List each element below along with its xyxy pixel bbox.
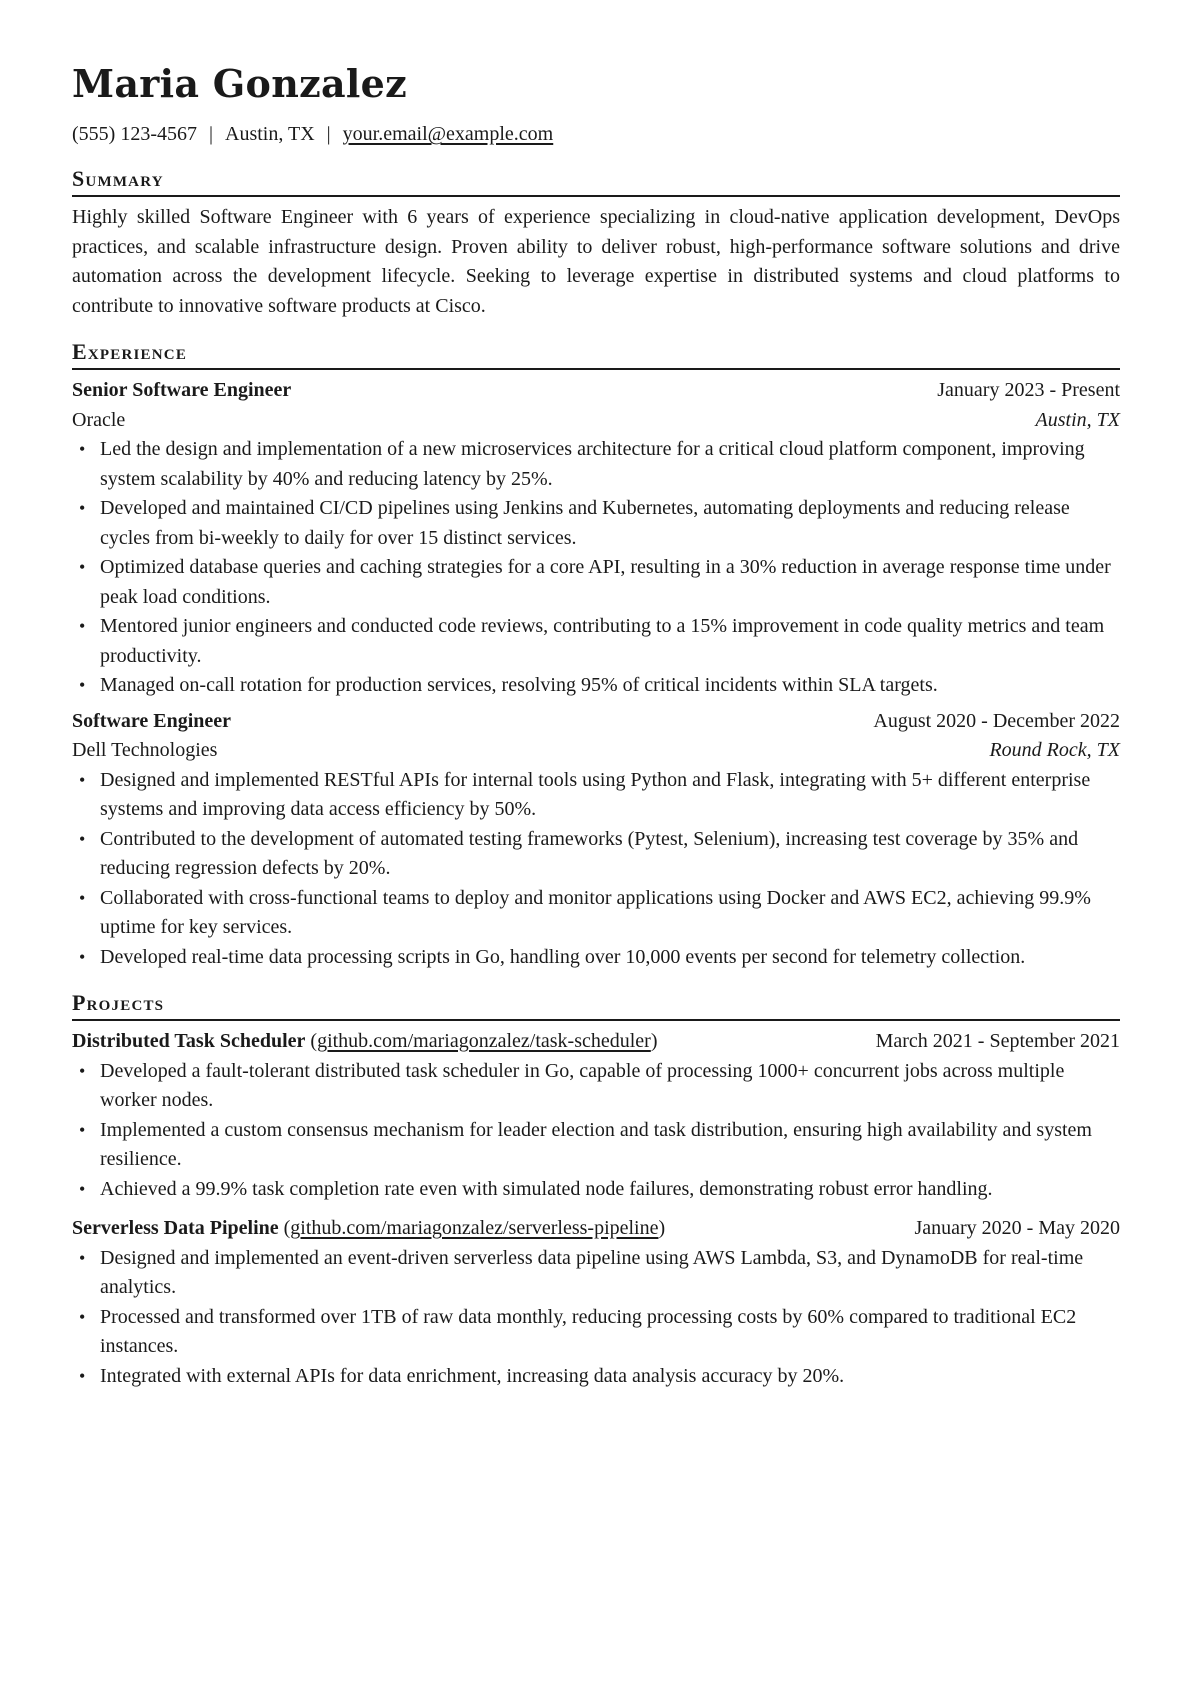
project-link[interactable]: github.com/mariagonzalez/serverless-pipeline <box>290 1217 659 1239</box>
resume-page <box>72 56 1120 1401</box>
contact-separator: | <box>326 123 331 145</box>
location: Austin, TX <box>225 123 315 145</box>
bullet-item: • Collaborated with cross-functional teams to deploy and monitor applications using Docker and AWS EC2, achieving 99.9% uptime for key services. <box>72 884 1120 943</box>
bullet-item: • Developed real-time data processing scripts in Go, handling over 10,000 events per second for telemetry collection. <box>72 943 1120 973</box>
bullet-item: • Managed on-call rotation for production services, resolving 95% of critical incidents within SLA targets. <box>72 671 1120 701</box>
project-title-line: Distributed Task Scheduler (github.com/mariagonzalez/task-scheduler) <box>72 1030 658 1052</box>
bullet-item: • Processed and transformed over 1TB of raw data monthly, reducing processing costs by 60% compared to traditional EC2 instances. <box>72 1303 1120 1362</box>
experience-section <box>72 337 1120 972</box>
job-header <box>72 707 1120 737</box>
project-header <box>72 1214 1120 1244</box>
job-company: Oracle <box>72 408 126 431</box>
job-dates: January 2023 - Present <box>937 379 1120 401</box>
job-bullets <box>72 766 1120 973</box>
job-role: Senior Software Engineer <box>72 379 292 401</box>
section-title-experience: Experience <box>72 337 1120 370</box>
bullet-item: • Integrated with external APIs for data enrichment, increasing data analysis accuracy by 20%. <box>72 1362 1120 1392</box>
job-company: Dell Technologies <box>72 739 218 761</box>
project-title-line: Serverless Data Pipeline (github.com/mariagonzalez/serverless-pipeline) <box>72 1217 666 1239</box>
bullet-item: • Designed and implemented an event-driven serverless data pipeline using AWS Lambda, S3, and DynamoDB for real-time analytics. <box>72 1244 1120 1303</box>
job-location: Austin, TX <box>1035 408 1120 431</box>
bullet-item: • Mentored junior engineers and conducted code reviews, contributing to a 15% improvement in code quality metrics and team productivity. <box>72 612 1120 671</box>
bullet-item: • Led the design and implementation of a new microservices architecture for a critical cloud platform component, improving system scalability by 40% and reducing latency by 25%. <box>72 435 1120 494</box>
bullet-item: • Developed and maintained CI/CD pipelines using Jenkins and Kubernetes, automating deployments and reducing release cycles from bi-weekly to daily for over 15 distinct services. <box>72 494 1120 553</box>
project-bullets <box>72 1057 1120 1205</box>
contact-separator: | <box>208 123 213 145</box>
bullet-item: • Developed a fault-tolerant distributed task scheduler in Go, capable of processing 1000+ concurrent jobs across multiple worker nodes. <box>72 1057 1120 1116</box>
bullet-item: • Designed and implemented RESTful APIs for internal tools using Python and Flask, integrating with 5+ different enterprise systems and improving data access efficiency by 50%. <box>72 766 1120 825</box>
phone: (555) 123-4567 <box>72 123 197 145</box>
project-entry <box>72 1027 1120 1204</box>
job-location: Round Rock, TX <box>989 739 1120 761</box>
job-bullets <box>72 435 1120 701</box>
project-name: Distributed Task Scheduler <box>72 1030 306 1052</box>
job-entry <box>72 376 1120 701</box>
bullet-item: • Achieved a 99.9% task completion rate even with simulated node failures, demonstrating robust error handling. <box>72 1175 1120 1205</box>
project-header <box>72 1027 1120 1057</box>
project-name: Serverless Data Pipeline <box>72 1217 279 1239</box>
summary-section <box>72 164 1120 321</box>
bullet-item: • Implemented a custom consensus mechanism for leader election and task distribution, ensuring high availability and system resilience. <box>72 1116 1120 1175</box>
summary-text: Highly skilled Software Engineer with 6 years of experience specializing in cloud-native application development, DevOps practices, and scalable infrastructure design. Proven ability to deliver robust, high-performance software solutions and drive automation across the development lifecycle. Seeking to leverage expertise in distributed systems and cloud platforms to contribute to innovative software products at Cisco. <box>72 206 1120 317</box>
candidate-name: Maria Gonzalez <box>72 61 408 106</box>
job-role: Software Engineer <box>72 709 232 732</box>
bullet-item: • Optimized database queries and caching strategies for a core API, resulting in a 30% reduction in average response time under peak load conditions. <box>72 553 1120 612</box>
section-title-projects: Projects <box>72 988 1120 1021</box>
job-subheader <box>72 736 1120 766</box>
project-entry <box>72 1214 1120 1391</box>
bullet-item: • Contributed to the development of automated testing frameworks (Pytest, Selenium), increasing test coverage by 35% and reducing regression defects by 20%. <box>72 825 1120 884</box>
project-bullets <box>72 1244 1120 1392</box>
projects-section <box>72 988 1120 1391</box>
job-entry <box>72 707 1120 973</box>
project-dates: March 2021 - September 2021 <box>875 1030 1120 1052</box>
contact-line <box>72 120 1120 148</box>
section-title-summary: Summary <box>72 164 1120 197</box>
job-dates: August 2020 - December 2022 <box>873 709 1120 732</box>
job-header <box>72 376 1120 406</box>
email-link[interactable]: your.email@example.com <box>342 123 554 145</box>
project-dates: January 2020 - May 2020 <box>914 1217 1120 1239</box>
job-subheader <box>72 406 1120 436</box>
project-link[interactable]: github.com/mariagonzalez/task-scheduler <box>317 1030 651 1052</box>
